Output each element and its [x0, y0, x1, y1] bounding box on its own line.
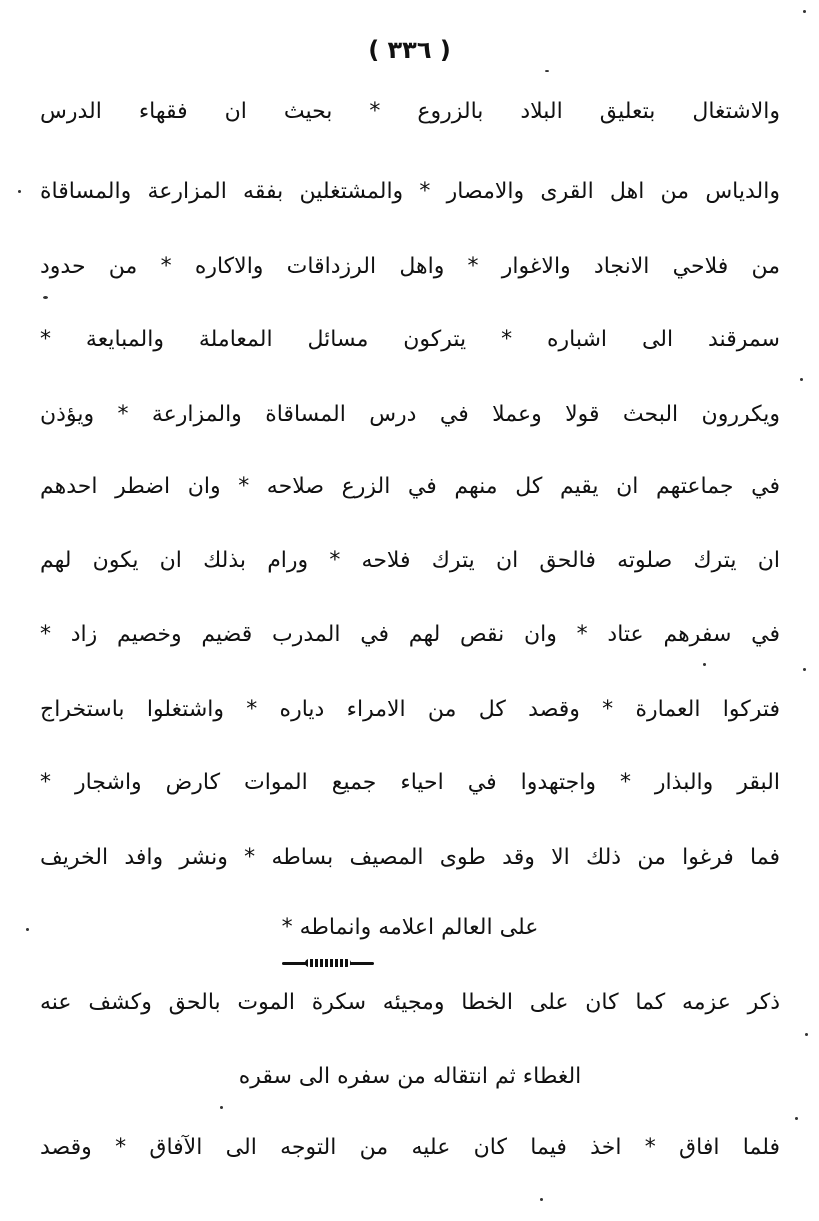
paper-speck: [545, 70, 549, 72]
text-line-6: في جماعتهم ان يقيم كل منهم في الزرع صلاحه * وان اضطر احدهم: [40, 474, 780, 499]
text-line-2: والدياس من اهل القرى والامصار * والمشتغلين بفقه المزارعة والمساقاة: [40, 179, 780, 204]
section-divider-ornament: [305, 959, 351, 967]
text-line-12: على العالم اعلامه وانماطه *: [281, 915, 539, 940]
paper-speck: [803, 10, 806, 13]
page-number: ( ٣٣٦ ): [368, 36, 451, 64]
paper-speck: [220, 1106, 223, 1109]
paper-speck: [26, 928, 29, 931]
text-line-9: فتركوا العمارة * وقصد كل من الامراء دياره * واشتغلوا باستخراج: [40, 697, 780, 722]
paper-speck: [800, 378, 803, 381]
text-line-10: البقر والبذار * واجتهدوا في احياء جميع الموات كارض واشجار *: [40, 770, 780, 795]
paper-speck: [18, 190, 21, 193]
text-line-1: والاشتغال بتعليق البلاد بالزروع * بحيث ان فقهاء الدرس: [40, 99, 780, 124]
paper-speck: [805, 1033, 808, 1036]
heading-line-1: ذكر عزمه كما كان على الخطا ومجيئه سكرة الموت بالحق وكشف عنه: [40, 990, 780, 1015]
text-line-3: من فلاحي الانجاد والاغوار * واهل الرزداقات والاكاره * من حدود: [40, 254, 780, 279]
text-line-11: فما فرغوا من ذلك الا وقد طوى المصيف بساطه * ونشر وافد الخريف: [40, 845, 780, 870]
text-line-5: ويكررون البحث قولا وعملا في درس المساقاة والمزارعة * ويؤذن: [40, 402, 780, 427]
paper-speck: [703, 663, 706, 666]
paper-speck: [43, 296, 48, 299]
text-line-13: فلما افاق * اخذ فيما كان عليه من التوجه الى الآفاق * وقصد: [40, 1135, 780, 1160]
text-line-8: في سفرهم عتاد * وان نقص لهم في المدرب قضيم وخصيم زاد *: [40, 622, 780, 647]
heading-line-2: الغطاء ثم انتقاله من سفره الى سقره: [238, 1064, 582, 1089]
paper-speck: [803, 668, 806, 671]
text-line-4: سمرقند الى اشباره * يتركون مسائل المعاملة والمبايعة *: [40, 327, 780, 352]
text-line-7: ان يترك صلوته فالحق ان يترك فلاحه * ورام بذلك ان يكون لهم: [40, 548, 780, 573]
paper-speck: [540, 1198, 543, 1201]
paper-speck: [795, 1117, 798, 1120]
